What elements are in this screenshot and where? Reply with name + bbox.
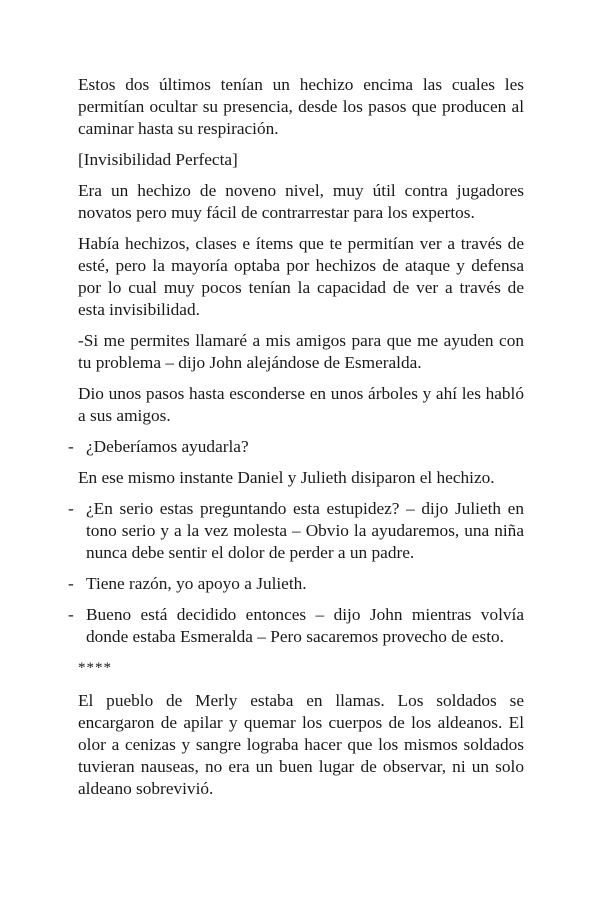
spell-name: [Invisibilidad Perfecta] [78,150,238,169]
paragraph: En ese mismo instante Daniel y Julieth disiparon el hechizo. [78,468,495,487]
paragraph: Estos dos últimos tenían un hechizo encima las cuales les permitían ocultar su presencia, desde los pasos que producen al caminar hasta su respiración. [78,75,524,138]
dialog-text: Bueno está decidido entonces – dijo John mientras volvía donde estaba Esmeralda – Pero sacaremos provecho de esto. [86,605,524,646]
dialog-line [68,498,524,564]
dialog-text: Tiene razón, yo apoyo a Julieth. [86,574,307,593]
paragraph: -Si me permites llamaré a mis amigos para que me ayuden con tu problema – dijo John alejándose de Esmeralda. [78,331,524,372]
scene-separator: **** [78,660,112,676]
dialog-line [68,573,524,595]
dialog-dash: - [68,499,74,518]
document-page [68,74,524,809]
paragraph: El pueblo de Merly estaba en llamas. Los soldados se encargaron de apilar y quemar los cuerpos de los aldeanos. El olor a cenizas y sangre lograba hacer que los mismos soldados tuvieran nauseas, no era un buen lugar de observar, ni un solo aldeano sobrevivió. [78,691,524,798]
paragraph: Dio unos pasos hasta esconderse en unos árboles y ahí les habló a sus amigos. [78,384,524,425]
dialog-dash: - [68,574,74,593]
dialog-line [68,604,524,648]
dialog-text: ¿Deberíamos ayudarla? [86,437,249,456]
dialog-line [68,436,524,458]
dialog-dash: - [68,437,74,456]
dialog-dash: - [68,605,74,624]
paragraph: Era un hechizo de noveno nivel, muy útil contra jugadores novatos pero muy fácil de contrarrestar para los expertos. [78,181,524,222]
dialog-text: ¿En serio estas preguntando esta estupidez? – dijo Julieth en tono serio y a la vez molesta – Obvio la ayudaremos, una niña nunca debe sentir el dolor de perder a un padre. [86,499,524,562]
paragraph: Había hechizos, clases e ítems que te permitían ver a través de esté, pero la mayoría optaba por hechizos de ataque y defensa por lo cual muy pocos tenían la capacidad de ver a través de esta invisibilidad. [78,234,524,319]
